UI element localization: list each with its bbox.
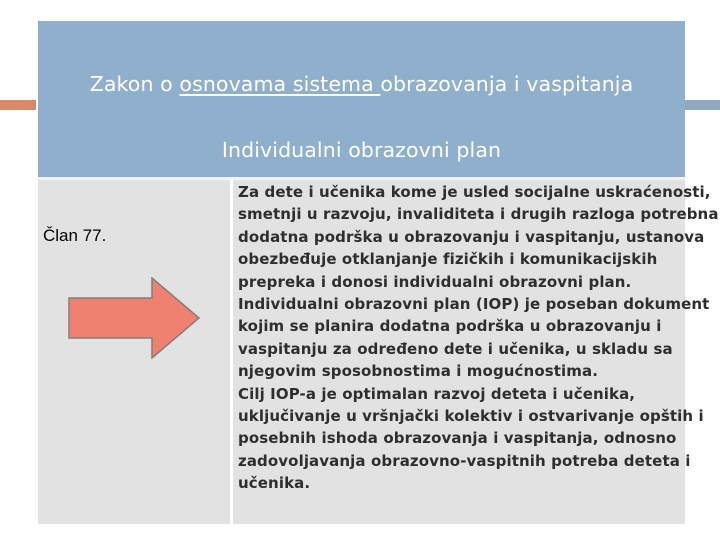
text-line: njegovim sposobnostima i mogućnostima. [238, 362, 599, 381]
text-line: posebnih ishoda obrazovanja i vaspitanja, odnosno [238, 429, 677, 448]
text-line: uključivanje u vršnjački kolektiv i ostvarivanje opštih i [238, 407, 704, 426]
slide-header [38, 21, 685, 177]
text-line: kojim se planira dodatna podrška u obrazovanju i [238, 317, 662, 336]
law-title-underlined: osnovama sistema [179, 72, 381, 96]
law-title [38, 72, 685, 96]
slide-subtitle: Individualni obrazovni plan [221, 138, 502, 162]
text-line: učenika. [238, 474, 311, 493]
text-line: Cilj IOP-a je optimalan razvoj deteta i učenika, [238, 384, 636, 403]
accent-bar-left [0, 100, 36, 110]
accent-bar-right [685, 100, 720, 110]
text-line: Individualni obrazovni plan (IOP) je poseban dokument [238, 295, 710, 314]
law-title-suffix: obrazovanja i vaspitanja [380, 72, 634, 96]
left-column [38, 180, 230, 524]
text-line: Za dete i učenika kome je usled socijalne uskraćenosti, [238, 183, 711, 201]
text-line: zadovoljavanja obrazovno-vaspitnih potreba deteta i [238, 451, 691, 470]
law-title-prefix: Zakon o [89, 72, 180, 96]
text-line: smetnji u razvoju, invaliditeta i drugih razloga potrebna [238, 205, 719, 224]
text-line: dodatna podrška u obrazovanju i vaspitanju, ustanova [238, 227, 705, 246]
text-line: vaspitanju za određeno dete i učenika, u skladu sa [238, 339, 673, 358]
right-column [238, 180, 719, 524]
article-label: Član 77. [43, 226, 107, 245]
content-table [38, 177, 719, 524]
column-divider [230, 180, 233, 524]
text-line: prepreka i donosi individualni obrazovni plan. [238, 272, 632, 291]
text-line: obezbeđuje otklanjanje fizičkih i komunikacijskih [238, 250, 658, 269]
right-arrow-icon [68, 277, 201, 359]
article-text [238, 181, 719, 495]
